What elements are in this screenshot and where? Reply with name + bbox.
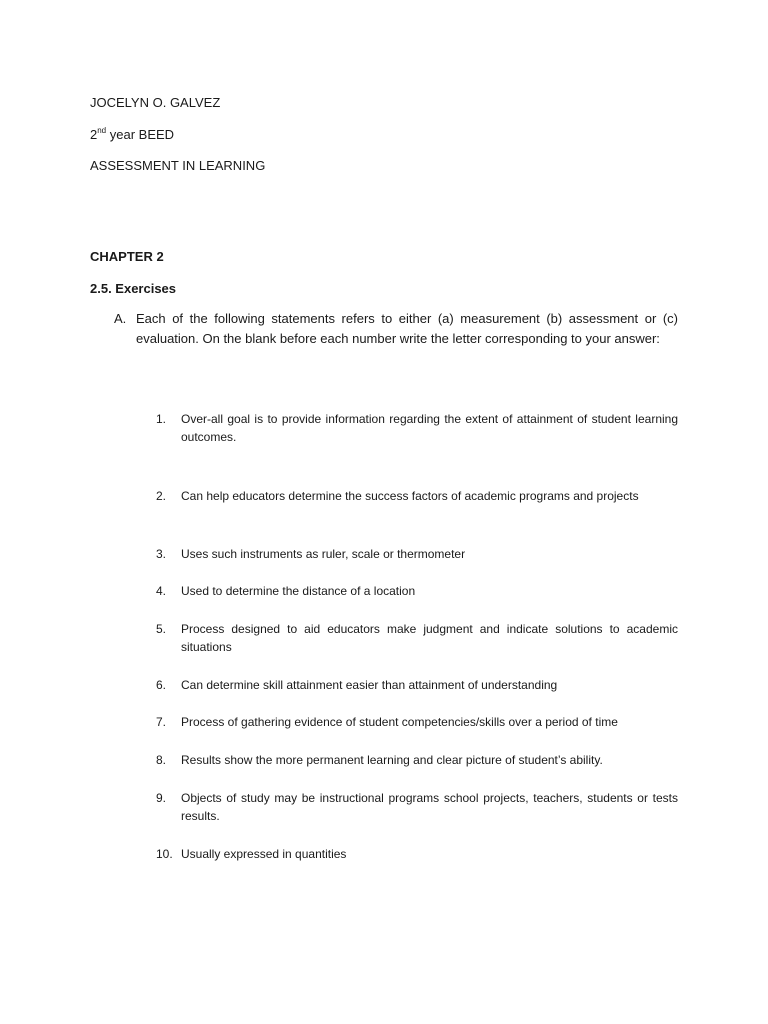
item-number: 3. xyxy=(156,547,167,561)
subject-title: ASSESSMENT IN LEARNING xyxy=(90,158,266,173)
item-number: 1. xyxy=(156,412,167,426)
question-letter: A. xyxy=(114,311,127,326)
year-number: 2 xyxy=(90,127,98,142)
year-level xyxy=(90,127,174,143)
item-text: Process designed to aid educators make judgment and indicate solutions to academic situations xyxy=(181,622,678,654)
item-text: Can help educators determine the success factors of academic programs and projects xyxy=(181,489,639,503)
year-ordinal-suffix: nd xyxy=(97,125,107,135)
question-instructions: Each of the following statements refers to either (a) measurement (b) assessment or (c) evaluation. On the blank before each number write the letter corresponding to your answer: xyxy=(136,311,678,346)
item-number: 2. xyxy=(156,489,167,503)
item-text: Used to determine the distance of a location xyxy=(181,584,416,598)
item-number: 9. xyxy=(156,791,167,805)
item-number: 10. xyxy=(156,847,173,861)
item-text: Objects of study may be instructional programs school projects, teachers, students or tests results. xyxy=(181,791,678,823)
item-text: Over-all goal is to provide information regarding the extent of attainment of student learning outcomes. xyxy=(181,412,678,444)
item-text: Usually expressed in quantities xyxy=(181,847,347,861)
chapter-heading: CHAPTER 2 xyxy=(90,249,164,264)
item-number: 7. xyxy=(156,715,167,729)
item-text: Can determine skill attainment easier than attainment of understanding xyxy=(181,678,558,692)
item-number: 4. xyxy=(156,584,167,598)
item-number: 5. xyxy=(156,622,167,636)
section-heading: 2.5. Exercises xyxy=(90,281,177,296)
item-text: Process of gathering evidence of student competencies/skills over a period of time xyxy=(181,715,618,729)
item-number: 8. xyxy=(156,753,167,767)
student-name: JOCELYN O. GALVEZ xyxy=(90,95,221,110)
year-course: year BEED xyxy=(106,127,175,142)
item-text: Results show the more permanent learning and clear picture of student’s ability. xyxy=(181,753,603,767)
item-text: Uses such instruments as ruler, scale or thermometer xyxy=(181,547,466,561)
item-number: 6. xyxy=(156,678,167,692)
